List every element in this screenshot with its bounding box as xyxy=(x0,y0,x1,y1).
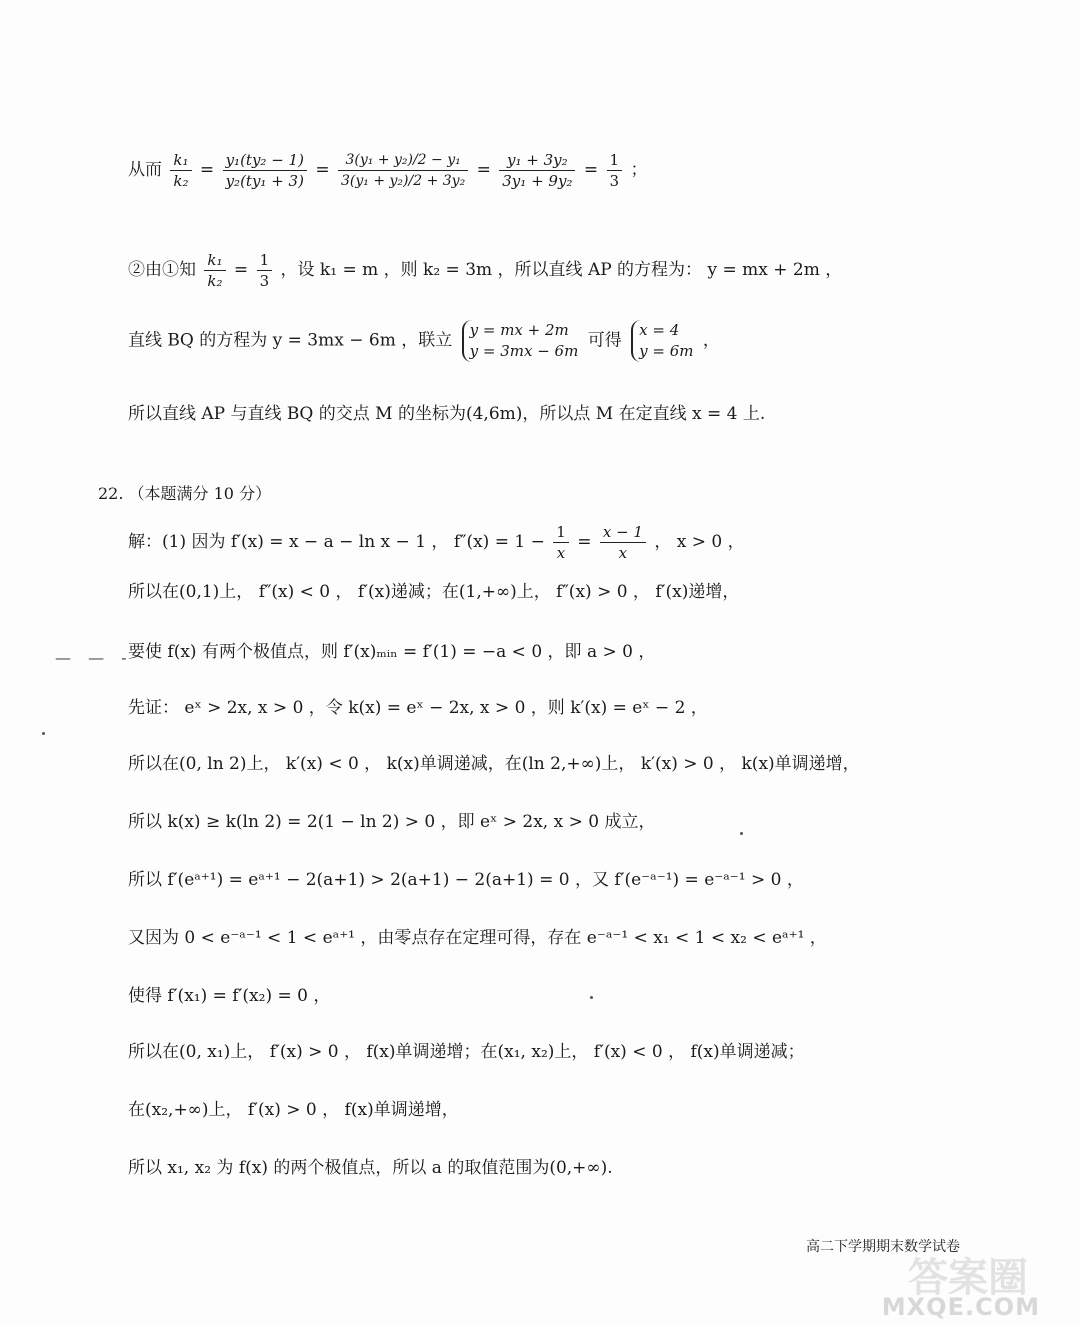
fraction-big: $\frac{\text{3(y₁ + y₂)/2 − y₁}}{\text{3(y₁ + y₂)/2 + 3y₂}}$ xyxy=(338,150,468,191)
equation-line-1: 从而 $\frac{\text{k₁}}{\text{k₂}}$ = $\frac{\text{y₁(ty₂ − 1)}}{\text{y₂(ty₁ + 3)}}$ = $\frac{\text{3(y₁ + y₂)/2 − y₁}}{\text{3(y₁ + y₂)/2 + 3y₂}}$ = $\frac{\text{y₁ + 3y₂}}{\text{3y₁ + 9y₂}}$ = $\frac{1}{3}$ ； xyxy=(128,151,648,190)
watermark-site: MXQE.COM xyxy=(881,1293,1040,1321)
scan-speck xyxy=(590,996,593,999)
fraction-one-third-2: $\frac{1}{3}$ xyxy=(257,250,273,291)
system-of-equations: y = mx + 2m y = 3mx − 6m xyxy=(462,320,579,362)
text-prefix: 从而 xyxy=(128,160,162,180)
scan-speck xyxy=(740,832,743,835)
system-solution: x = 4 y = 6m xyxy=(631,320,693,362)
text-line-10: 所以 k(x) ≥ k(ln 2) = 2(1 − ln 2) > 0 ，即 eˣ > 2x, x > 0 成立， xyxy=(128,812,656,832)
scan-speck xyxy=(42,732,45,735)
text-line-16: 所以 x₁, x₂ 为 f(x) 的两个极值点，所以 a 的取值范围为(0,+∞). xyxy=(128,1158,613,1178)
fraction-one-third: $\frac{1}{3}$ xyxy=(607,150,623,191)
fraction-2: $\frac{\text{y₁(ty₂ − 1)}}{\text{y₂(ty₁ + 3)}}$ xyxy=(223,150,307,191)
question-22-header: 22. （本题满分 10 分） xyxy=(98,484,272,503)
fraction-3: $\frac{\text{y₁ + 3y₂}}{\text{3y₁ + 9y₂}}$ xyxy=(499,150,575,191)
equation-line-2: ②由①知 $\frac{\text{k₁}}{\text{k₂}}$ = $\frac{1}{3}$ ，设 k₁ = m ，则 k₂ = 3m ，所以直线 AP 的方程为： y = mx + 2m ， xyxy=(128,251,843,290)
text-line-11: 所以 f′(eᵃ⁺¹) = eᵃ⁺¹ − 2(a+1) > 2(a+1) − 2(a+1) = 0 ，又 f′(e⁻ᵃ⁻¹) = e⁻ᵃ⁻¹ > 0 ， xyxy=(128,870,804,890)
fraction-k-ratio-2: $\frac{\text{k₁}}{\text{k₂}}$ xyxy=(204,250,225,291)
fraction-k-ratio: $\frac{\text{k₁}}{\text{k₂}}$ xyxy=(170,150,191,191)
text-line-9: 所以在(0, ln 2)上， k′(x) < 0 ， k(x)单调递减，在(ln 2,+∞)上， k′(x) > 0 ， k(x)单调递增， xyxy=(128,754,860,774)
fraction-x-minus-1-over-x: $\frac{x - 1}{x}$ xyxy=(600,522,646,563)
fraction-one-over-x: $\frac{1}{x}$ xyxy=(553,522,569,563)
text-line-13: 使得 f′(x₁) = f′(x₂) = 0 ， xyxy=(128,986,331,1006)
equation-line-5: 解：(1) 因为 f′(x) = x − a − ln x − 1 ， f″(x) = 1 − $\frac{1}{x}$ = $\frac{x - 1}{x}$ ， x > 0 ， xyxy=(128,523,745,562)
text-line-12: 又因为 0 < e⁻ᵃ⁻¹ < 1 < eᵃ⁺¹ ，由零点存在定理可得，存在 e⁻ᵃ⁻¹ < x₁ < 1 < x₂ < eᵃ⁺¹ ， xyxy=(128,928,827,948)
text-line-6: 所以在(0,1)上， f″(x) < 0 ， f′(x)递减；在(1,+∞)上， f″(x) > 0 ， f′(x)递增， xyxy=(128,582,740,602)
text-line-8: 先证： eˣ > 2x, x > 0 ，令 k(x) = eˣ − 2x, x > 0 ，则 k′(x) = eˣ − 2 ， xyxy=(128,698,708,718)
text-line-4: 所以直线 AP 与直线 BQ 的交点 M 的坐标为(4,6m)，所以点 M 在定直线 x = 4 上. xyxy=(128,404,766,424)
text-line-15: 在(x₂,+∞)上， f′(x) > 0 ， f(x)单调递增， xyxy=(128,1100,459,1120)
text-line-7: 要使 f(x) 有两个极值点，则 f′(x)ₘᵢₙ = f′(1) = −a < 0 ，即 a > 0 ， xyxy=(128,642,656,662)
page-footer: 高二下学期期末数学试卷 xyxy=(806,1239,960,1255)
margin-mark: — — - xyxy=(55,648,133,667)
equation-line-3: 直线 BQ 的方程为 y = 3mx − 6m ，联立 y = mx + 2m y = 3mx − 6m 可得 x = 4 y = 6m ， xyxy=(128,321,720,360)
text-line-14: 所以在(0, x₁)上， f′(x) > 0 ， f(x)单调递增；在(x₁, x₂)上， f′(x) < 0 ， f(x)单调递减； xyxy=(128,1042,805,1062)
watermark-logo: 答案圈 xyxy=(908,1255,1028,1301)
